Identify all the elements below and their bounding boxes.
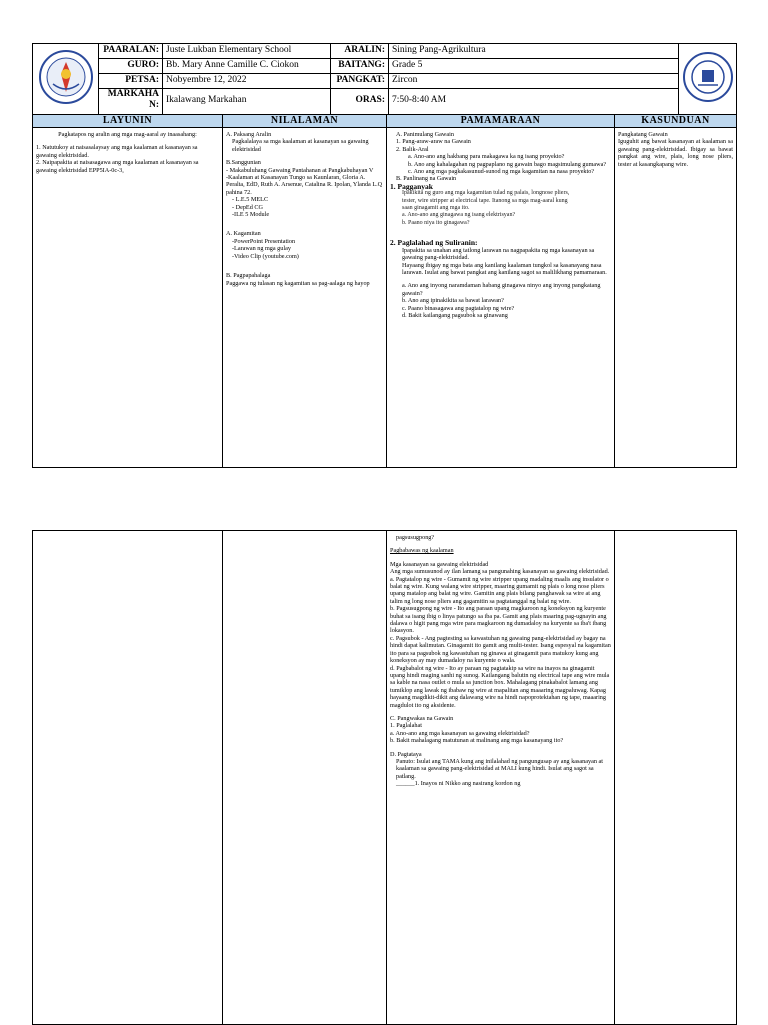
layunin-objective-1: 1. Natutukoy at naisasalaysay ang mga kaalaman at kasanayan sa gawaing elektrisidad. [36,144,198,159]
nilalaman-line: - L.E.5 MELC [232,196,269,204]
pagtalakay-heading: Pagbabawas ng kaalaman [390,547,454,555]
pamamaraan-line: 1. Pang-araw-araw na Gawain [396,138,471,146]
date-value: Nobyembre 12, 2022 [163,74,331,89]
grade-label: BAITANG: [331,59,389,74]
column-header-layunin: LAYUNIN [33,115,223,128]
body-table-1 [32,114,737,468]
pamamaraan-line: 2. Balik-Aral [396,145,429,153]
date-label: PETSA: [99,74,163,89]
pamamaraan-line: A. Panimulang Gawain [396,131,454,138]
nilalaman-line: -Video Clip (youtube.com) [232,252,299,260]
pamamaraan-line: a. Ano-ano ang hakbang para makagawa ka ng isang proyekto? [408,153,565,161]
pamamaraan-line: Ang mga sumusunod ay ilan lamang sa pangunahing kasanayan sa gawaing elektrisidad. [390,568,610,576]
column-header-pamamaraan: PAMAMARAAN [387,115,615,128]
kasunduan-cell [615,128,737,468]
teacher-label: GURO: [99,59,163,74]
pagganyak-line: a. Ano-ano ang ginagawa ng isang elektrisyan? [402,212,516,219]
pamamaraan-line: b. Bakit mahalagang matutunan at malinang ang mga kasanayang ito? [390,737,564,745]
lesson-plan-page-1 [32,43,736,468]
paglalahad-heading: 2. Paglalahad ng Suliranin: [390,238,478,248]
time-label: ORAS: [331,89,389,115]
nilalaman-heading-paksang-aralin: A. Paksang Aralin [226,131,272,138]
nilalaman-line: - Makabuluhang Gawaing Pantahanan at Pangkabuhayan V [226,166,374,174]
layunin-cell-cont [33,531,223,1025]
pagganyak-line: saan ginagamit ang mga ito. [402,205,470,212]
kasunduan-cell-cont [615,531,737,1025]
pangwakas-heading: C. Pangwakas na Gawain [390,714,454,722]
pagtataya-heading: D. Pagtataya [390,750,422,758]
layunin-cell [33,128,223,468]
pamamaraan-line: d. Pagbabalot ng wire - Ito ay paraan ng pagtatakip sa wire na inayos na ginagamit upang hindi maging sanhi ng sunog. Kailangang balutin ng electrical tape ang wire mula sa kable na nasa outlet o mula sa junction box. Mahalagang pinakabalot lamang ang tumiklop ang lawak ng ibabaw ng wire at mapalitan ang maaaring magpaluwag. Kapag hayaang magdikit-dikit ang dalawang wire na hindi napoprotektahan ng tape, maaaring magdulot ito ng aksidente. [390,664,610,709]
subject-value: Sining Pang-Agrikultura [389,44,679,59]
paglalahad-question: d. Bakit kailangang pagsubok sa ginawang [402,311,508,319]
nilalaman-line: -PowerPoint Presentation [232,237,296,245]
column-header-nilalaman: NILALAMAN [223,115,387,128]
header-table [32,43,737,115]
layunin-intro: Pagkatapos ng aralin ang mga mag-aaral ay inaasahang: [58,131,197,138]
pamamaraan-line: c. Ano ang mga pagkakasunud-sunod ng mga kagamitan na nasa proyekto? [408,168,595,176]
quarter-label [99,89,163,115]
nilalaman-line: Paggawa ng tulasan ng kagamitan sa pag-aalaga ng hayop [226,279,370,287]
school-logo-cell [679,44,737,115]
pagganyak-line: b. Paano niya ito ginagawa? [402,219,470,226]
pamamaraan-line: ______1. Inayos ni Nikko ang nasirang kordon ng [396,780,521,788]
pamamaraan-cell [387,128,615,468]
pamamaraan-line: c. Pagsubok - Ang pagtesting sa kawastuhan ng gawaing pang-elektrisidad ay bagay na hindi dapat kalimutan. Ginagamit ito gamit ang multi-tester. Isang espesyal na kagamitan ito para sa pagsubok ng kawastuhan ng ginawa at ginagamit para matukoy kung ang koneksyon ay may dumadaloy na kuryente o wala. [390,634,611,665]
pamamaraan-line: 1. Paglalahat [390,722,422,730]
quarter-label-line1: MARKAHA [107,89,159,99]
body-table-2 [32,530,737,1025]
deped-logo-cell [33,44,99,115]
school-value: Juste Lukban Elementary School [163,44,331,59]
layunin-objective-2: 2. Naipapakita at naisasagawa ang mga kaalaman at kasanayan sa gawaing elektrisidad EPP5IA-0c-3, [36,159,199,174]
paglalahad-question: c. Paano binasagawa ang pagtatalop ng wire? [402,304,515,312]
nilalaman-line: -Larawan ng mga gulay [232,245,291,253]
nilalaman-heading-kagamitan: A. Kagamitan [226,230,261,238]
column-header-kasunduan: KASUNDUAN [615,115,737,128]
pamamaraan-line: B. Panlinang na Gawain [396,175,457,183]
pamamaraan-line: Panuto: Isulat ang TAMA kung ang inilalahad ng pangungusap ay ang kasanayan at kaalaman sa gawaing pang-elektrisidad at MALI kung hindi. Isulat ang sagot sa patlang. [396,757,603,780]
paglalahad-question: a. Ano ang inyong naramdaman habang ginagawa ninyo ang inyong pangkatang gawain? [402,282,601,297]
quarter-value: Ikalawang Markahan [163,89,331,115]
pagganyak-line: Ipakikita ng guro ang mga kagamitan tulad ng palais, longnose pliers, [402,190,570,197]
teacher-value: Bb. Mary Anne Camille C. Ciokon [163,59,331,74]
school-seal-icon [681,50,735,104]
deped-seal-icon [35,48,97,106]
pamamaraan-line: Mga kasanayan sa gawaing elektrisidad [390,560,489,568]
pamamaraan-line: b. Ano ang kahalagahan ng pagpaplano ng gawain bago magsimulang gumawa? [408,160,607,168]
nilalaman-line: Pagkalalaya sa mga kaalaman at kasanayan sa gawaing elektrisidad [232,138,369,153]
pagganyak-heading: 1. Pagganyak [390,181,433,191]
nilalaman-cell [223,128,387,468]
nilalaman-line: -ILE 5 Module [232,211,270,219]
nilalaman-heading-sanggunian: B.Sanggunian [226,159,261,167]
lesson-plan-page-2 [32,530,736,1025]
section-value: Zircon [389,74,679,89]
kasunduan-text: Iguguhit ang bawat kasanayan at kaalaman sa gawaing pang-elektrisidad. Ibigay sa bawat pangkat ang wire, plais, long nose pliers, tester at kasangkapang wire. [618,138,733,168]
pamamaraan-line: pagsusugpong? [396,534,435,541]
pagganyak-line: tester, wire stripper at electrical tape. Itanong sa mga mag-aaral kung [402,197,568,204]
time-value: 7:50-8:40 AM [389,89,679,115]
pamamaraan-line: a. Pagtatalop ng wire - Gumamit ng wire stripper upang madaling maalis ang insulator o balat ng wire. Kung walang wire stripper, maaring gumamit ng plais o long nose pliers upang matalop ang balat ng wire. Gamitin ang plais bilang panghawak sa wire at ang talim ng long nose pliers ang gagamitin sa pagtatanggal ng balat ng wire. [390,575,609,605]
nilalaman-cell-cont [223,531,387,1025]
grade-value: Grade 5 [389,59,679,74]
paglalahad-question: b. Ano ang ipinakikita sa bawat larawan? [402,297,504,305]
nilalaman-line: -Kaalaman at Kasanayan Tungo sa Kaunlaran, Gloria A. Peralta, EdD, Ruth A. Arsenue, Catalina R. Ipolan, Ylanda L.Q pahina 72. [226,174,383,196]
pamamaraan-line: b. Pagsusugpong ng wire - Ito ang paraan upang magkaroon ng koneksyon ng kuryente buhat sa isang ibig o linya patungo sa iba pa. Gamit ang plais maaring pag-ugnayin ang dalawa o higit pang mga wire para magkaroon ng dumadaloy na kuryente sa iba't ibang lokasyon. [390,605,607,635]
nilalaman-line: - DepEd CG [232,203,263,211]
paglalahad-line: Ipapakita sa unahan ang tatlong larawan na nagpapakita ng mga kasanayan sa gawaing pang-elektrisidad. [402,246,595,262]
subject-label: ARALIN: [331,44,389,59]
school-label: PAARALAN: [99,44,163,59]
section-label: PANGKAT: [331,74,389,89]
quarter-label-line2: N: [148,100,159,110]
pamamaraan-cell-cont [387,531,615,1025]
paglalahad-line: Hayaang ibigay ng mga bata ang kanilang kaalaman tungkol sa kasanayang nasa larawan. Isulat ang bawat pangkat ang kanilang sagot sa malilikhang pamamaraan. [402,261,607,276]
pamamaraan-line: a. Ano-ano ang mga kasanayan sa gawaing elektrisidad? [390,729,530,737]
kasunduan-heading: Pangkatang Gawain [618,131,668,138]
nilalaman-heading-pagpapahalaga: B. Pagpapahalaga [226,272,271,280]
